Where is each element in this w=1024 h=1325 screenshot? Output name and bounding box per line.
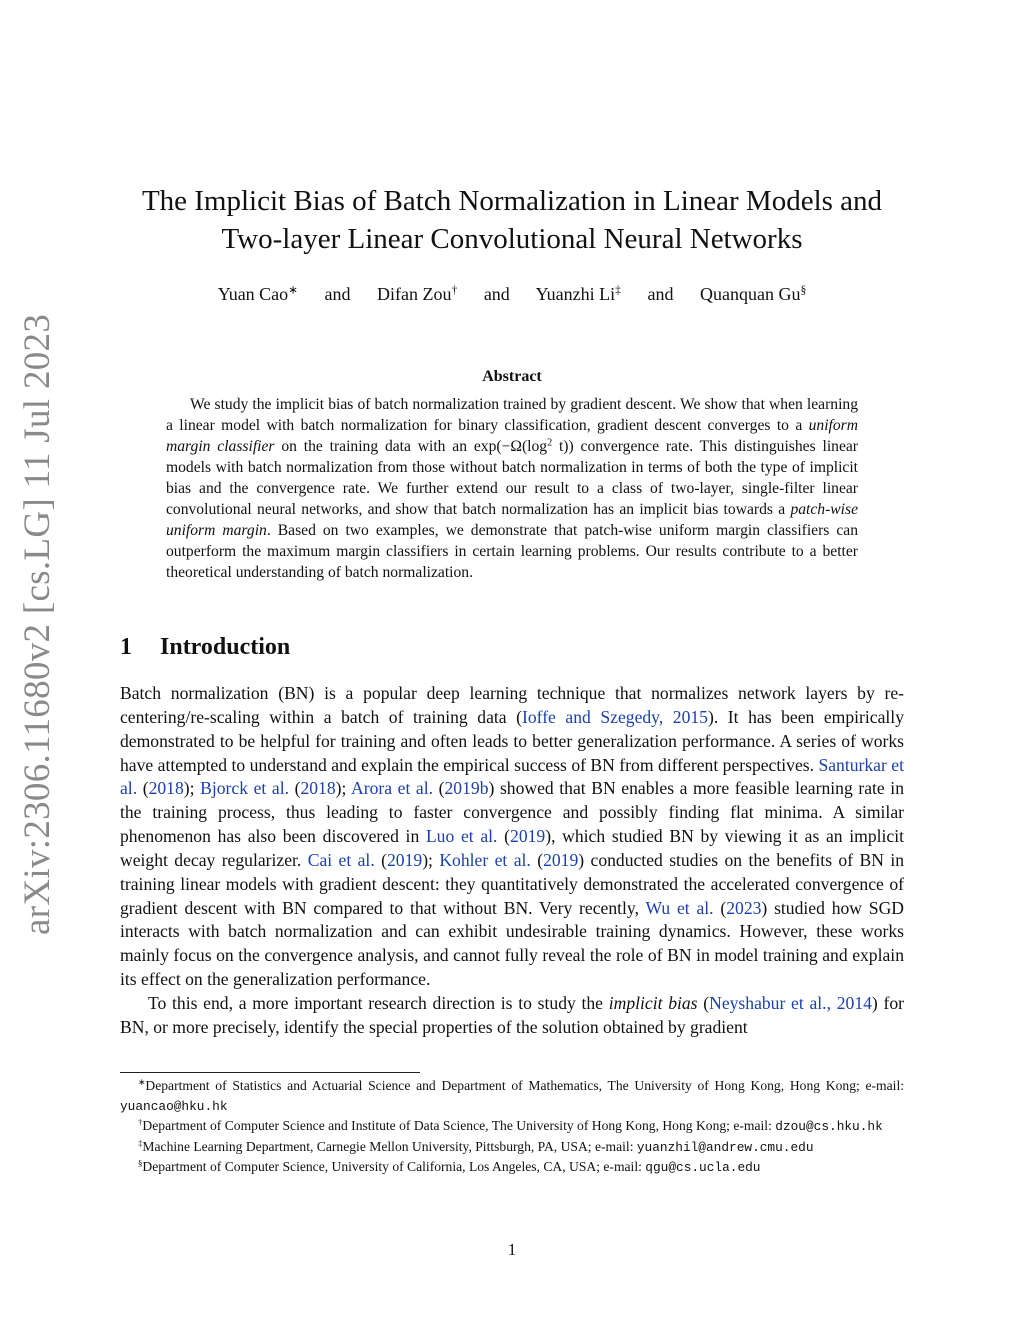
abstract-paragraph: [166, 394, 858, 583]
abstract-text: We study the implicit bias of batch normalization trained by gradient descent. We show that when learning a linear model with batch normalization for binary classification, gradient descent converges to a: [166, 396, 858, 434]
citation-link[interactable]: Santurkar et al.: [120, 754, 904, 799]
footnote: †Department of Computer Science and Institute of Data Science, The University of Hong Kong, Hong Kong; e-mail: dzou@cs.hku.hk: [138, 1117, 883, 1134]
citation-link[interactable]: 2018: [300, 778, 336, 799]
author-name: Yuanzhi Li: [535, 284, 616, 304]
citation-link[interactable]: Wu et al.: [645, 897, 714, 918]
author-list: [100, 284, 924, 305]
abstract-text: on the training data with an exp(−Ω(log: [274, 438, 548, 455]
footnotes: [120, 1076, 904, 1178]
abstract-body: [166, 394, 858, 583]
citation-link[interactable]: 2019: [387, 849, 423, 870]
body-paragraph: To this end, a more important research direction is to study the implicit bias (Neyshabur et al., 2014) for BN, or more precisely, identify the special properties of the solution obtained by gradient: [120, 992, 905, 1037]
author-mark: ‡: [615, 283, 621, 297]
footnote: §Department of Computer Science, University of California, Los Angeles, CA, USA; e-mail: qgu@cs.ucla.edu: [138, 1158, 761, 1175]
citation-link[interactable]: Cai et al.: [307, 849, 375, 870]
abstract-text: . Based on two examples, we demonstrate that patch-wise uniform margin classifiers can outperform the maximum margin classifiers in certain learning problems. Our results contribute to a better theoretical understanding of batch normalization.: [166, 522, 858, 581]
author-mark: §: [800, 283, 807, 297]
title-line-1: The Implicit Bias of Batch Normalization in Linear Models and: [141, 185, 883, 217]
author-mark: †: [451, 283, 458, 297]
citation-link[interactable]: Luo et al.: [425, 826, 498, 847]
abstract-emphasis: patch-wise uniform margin: [166, 501, 858, 539]
introduction-body: [120, 682, 904, 1040]
citation-link[interactable]: 2019: [510, 826, 546, 847]
abstract-heading: Abstract: [482, 368, 542, 385]
author-name: Quanquan Gu: [699, 284, 801, 304]
email-link[interactable]: yuanzhil@andrew.cmu.edu: [636, 1139, 814, 1155]
citation-link[interactable]: Kohler et al.: [439, 849, 531, 870]
abstract-emphasis: uniform margin classifier: [166, 417, 858, 455]
and-separator: and: [483, 284, 510, 304]
author-name: Difan Zou: [376, 284, 452, 304]
body-emphasis: implicit bias: [608, 992, 698, 1013]
and-separator: and: [324, 284, 351, 304]
author-mark: ∗: [288, 283, 298, 297]
citation-link[interactable]: 2023: [726, 897, 762, 918]
citation-link[interactable]: 2018: [148, 778, 184, 799]
arxiv-side-stamp: arXiv:2306.11680v2 [cs.LG] 11 Jul 2023: [17, 313, 58, 935]
section-title: Introduction: [160, 634, 291, 660]
email-link[interactable]: dzou@cs.hku.hk: [775, 1119, 883, 1134]
citation-link[interactable]: 2019: [543, 849, 579, 870]
abstract-superscript: 2: [547, 437, 553, 449]
paper-title: [100, 182, 924, 258]
citation-link[interactable]: 2014: [836, 992, 872, 1013]
section-number: 1: [120, 634, 132, 660]
citation-link[interactable]: Arora et al.: [351, 778, 434, 799]
title-line-2: Two-layer Linear Convolutional Neural Networks: [221, 223, 803, 255]
and-separator: and: [647, 284, 674, 304]
author-name: Yuan Cao: [217, 284, 289, 304]
citation-link[interactable]: Bjorck et al.: [200, 778, 289, 799]
citation-link[interactable]: 2019b: [444, 778, 489, 799]
footnote: ‡Machine Learning Department, Carnegie Mellon University, Pittsburgh, PA, USA; e-mail: yuanzhil@andrew.cmu.edu: [138, 1137, 814, 1155]
email-link[interactable]: qgu@cs.ucla.edu: [645, 1160, 761, 1175]
footnote-rule: [120, 1072, 420, 1073]
page-number: 1: [507, 1240, 517, 1259]
abstract-text: t)) convergence rate. This distinguishes linear models with batch normalization from those without batch normalization in terms of both the type of implicit bias and the convergence rate. We further extend our result to a class of two-layer, single-filter linear convolutional neural networks, and show that batch normalization has an implicit bias towards a: [166, 438, 858, 518]
body-paragraph: Batch normalization (BN) is a popular deep learning technique that normalizes network layers by re-centering/re-scaling within a batch of training data (Ioffe and Szegedy, 2015). It has been empirically demonstrated to be helpful for training and often leads to better generalization performance. A series of works have attempted to understand and explain the empirical success of BN from different perspectives. Santurkar et al. (2018); Bjorck et al. (2018); Arora et al. (2019b) showed that BN enables a more feasible learning rate in the training process, thus leading to faster convergence and possibly finding flat minima. A similar phenomenon has also been discovered in Luo et al. (2019), which studied BN by viewing it as an implicit weight decay regularizer. Cai et al. (2019); Kohler et al. (2019) conducted studies on the benefits of BN in training linear models with gradient descent: they quantitatively demonstrated the accelerated convergence of gradient descent with BN compared to that without BN. Very recently, Wu et al. (2023) studied how SGD interacts with batch normalization and can exhibit undesirable training dynamics. However, these works mainly focus on the convergence analysis, and cannot fully reveal the role of BN in model training and explain its effect on the generalization performance.: [120, 683, 905, 990]
citation-link[interactable]: Neyshabur et al.,: [709, 992, 831, 1013]
section-heading: [120, 634, 290, 661]
citation-link[interactable]: Ioffe and Szegedy, 2015: [522, 706, 708, 727]
email-link[interactable]: yuancao@hku.hk: [120, 1098, 228, 1114]
footnote: ∗Department of Statistics and Actuarial Science and Department of Mathematics, The University of Hong Kong, Hong Kong; e-mail: yuancao@hku.hk: [120, 1077, 904, 1114]
